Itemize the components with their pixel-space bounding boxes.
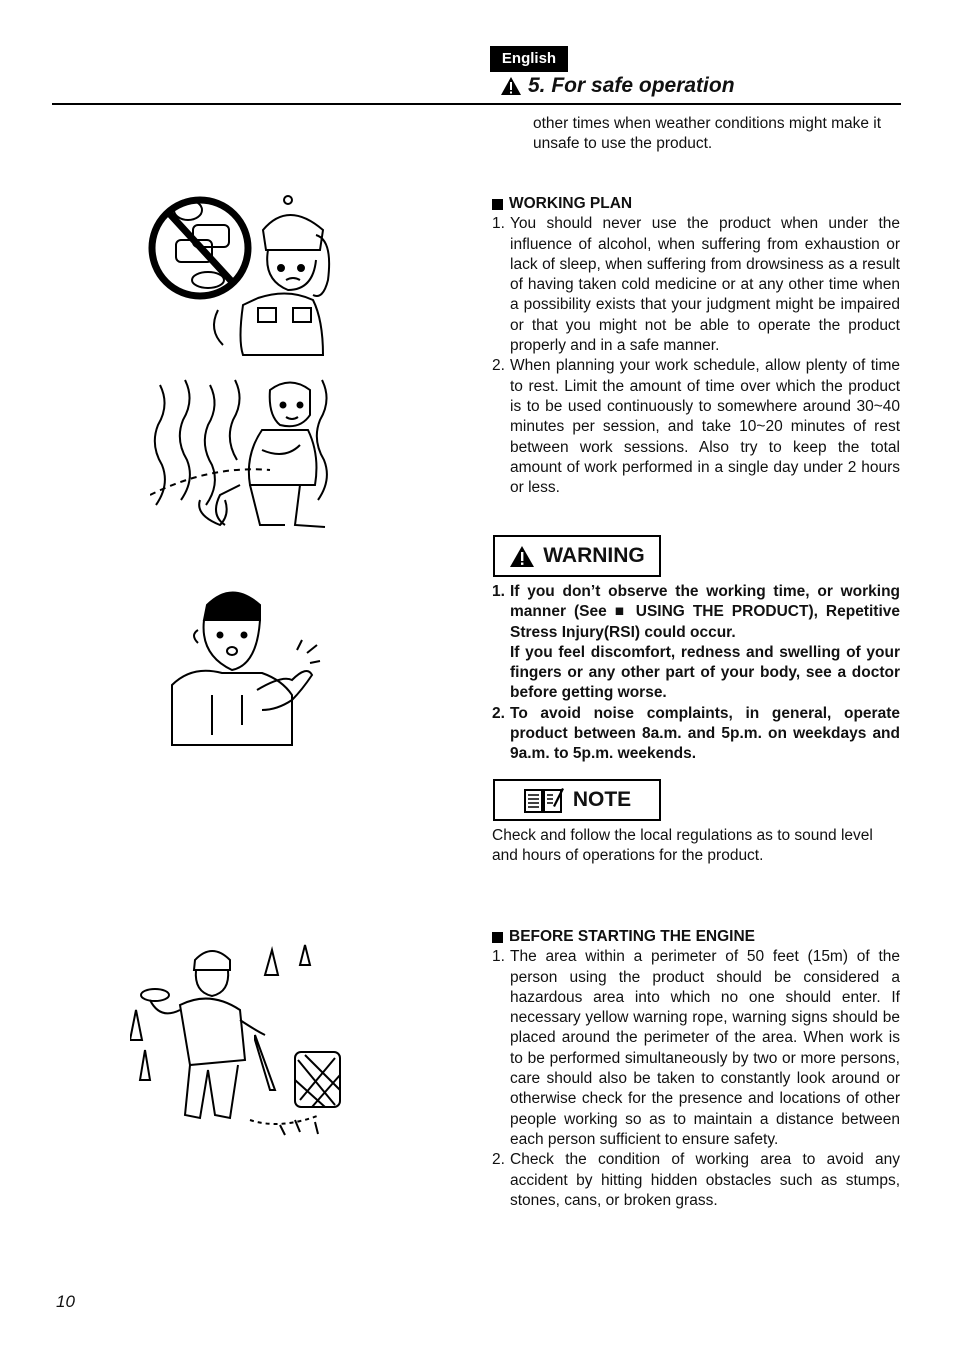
no-medicine-illustration xyxy=(148,180,338,360)
item-text: When planning your work schedule, allow plenty of time to rest. Limit the amount of time over which the product is to be used continuously to somewhere around 30~40 minutes per session, and take 10~20 minutes of rest between work sessions. Also try to keep the total amount of work performed in a single day under 2 hours or less. xyxy=(510,357,900,497)
book-pencil-icon xyxy=(523,786,565,814)
item-text: To avoid noise complaints, in general, operate product between 8a.m. and 5p.m. on weekdays and 9a.m. to 5p.m. weekends. xyxy=(510,704,900,763)
note-box xyxy=(493,779,661,821)
before-starting-section xyxy=(492,927,900,1211)
before-starting-list xyxy=(492,947,900,1211)
bullet-square-icon xyxy=(492,199,503,210)
page-number: 10 xyxy=(56,1292,75,1311)
list-item xyxy=(492,947,900,1150)
section-title-text: 5. For safe operation xyxy=(528,74,735,97)
hand-pain-illustration xyxy=(162,585,322,750)
item-number: 2. xyxy=(492,1151,505,1169)
warning-list xyxy=(492,582,900,765)
warning-label: WARNING xyxy=(543,544,645,567)
note-label: NOTE xyxy=(572,788,632,811)
warning-triangle-icon xyxy=(509,545,535,568)
list-item xyxy=(492,1150,900,1211)
working-plan-heading-text: WORKING PLAN xyxy=(509,195,633,212)
warning-section xyxy=(492,582,900,765)
working-plan-section xyxy=(492,194,900,498)
warning-box xyxy=(493,535,661,577)
warning-cones-illustration xyxy=(130,940,350,1140)
item-number: 2. xyxy=(492,357,505,375)
bullet-square-icon xyxy=(492,932,503,943)
tired-worker-illustration xyxy=(150,375,335,540)
list-item xyxy=(492,356,900,498)
item-text: If you don’t observe the working time, or working manner (See ■ USING THE PRODUCT), Repetitive Stress Injury(RSI) could occur. xyxy=(510,583,900,641)
section-title xyxy=(500,74,735,98)
warning-triangle-icon xyxy=(500,76,522,96)
before-starting-heading-text: BEFORE STARTING THE ENGINE xyxy=(509,928,756,945)
item-text: If you feel discomfort, redness and swelling of your fingers or any other part of your body, see a doctor before getting worse. xyxy=(510,643,900,702)
continuation-text: other times when weather conditions might make it unsafe to use the product. xyxy=(533,115,882,153)
note-text: Check and follow the local regulations as to sound level and hours of operations for the product. xyxy=(492,827,873,865)
working-plan-list xyxy=(492,214,900,498)
item-number: 1. xyxy=(492,948,505,966)
item-number: 1. xyxy=(492,583,505,600)
header-rule xyxy=(52,103,901,105)
before-starting-heading xyxy=(492,927,900,947)
language-badge: English xyxy=(490,46,568,72)
list-item xyxy=(492,704,900,765)
item-number: 1. xyxy=(492,215,505,233)
item-text: You should never use the product when under the influence of alcohol, when suffering from exhaustion or lack of sleep, when suffering from drowsiness as a result of having taken cold medicine or at any other time when a possibility exists that your judgment might be impaired or that you might not be able to operate the product properly and in a safe manner. xyxy=(510,215,900,355)
item-text: Check the condition of working area to avoid any accident by hitting hidden obstacles such as stumps, stones, cans, or broken grass. xyxy=(510,1151,900,1209)
list-item xyxy=(492,582,900,704)
item-text: The area within a perimeter of 50 feet (15m) of the person using the product should be considered a hazardous area into which no one should enter. If necessary yellow warning rope, warning signs should be placed around the perimeter of the area. When work is to be performed simultaneously by two or more persons, care should also be taken to constantly look around or otherwise check for the presence and locations of other people working so as to maintain a distance between each person sufficient to ensure safety. xyxy=(510,948,900,1148)
item-number: 2. xyxy=(492,704,505,722)
working-plan-heading xyxy=(492,194,900,214)
list-item xyxy=(492,214,900,356)
